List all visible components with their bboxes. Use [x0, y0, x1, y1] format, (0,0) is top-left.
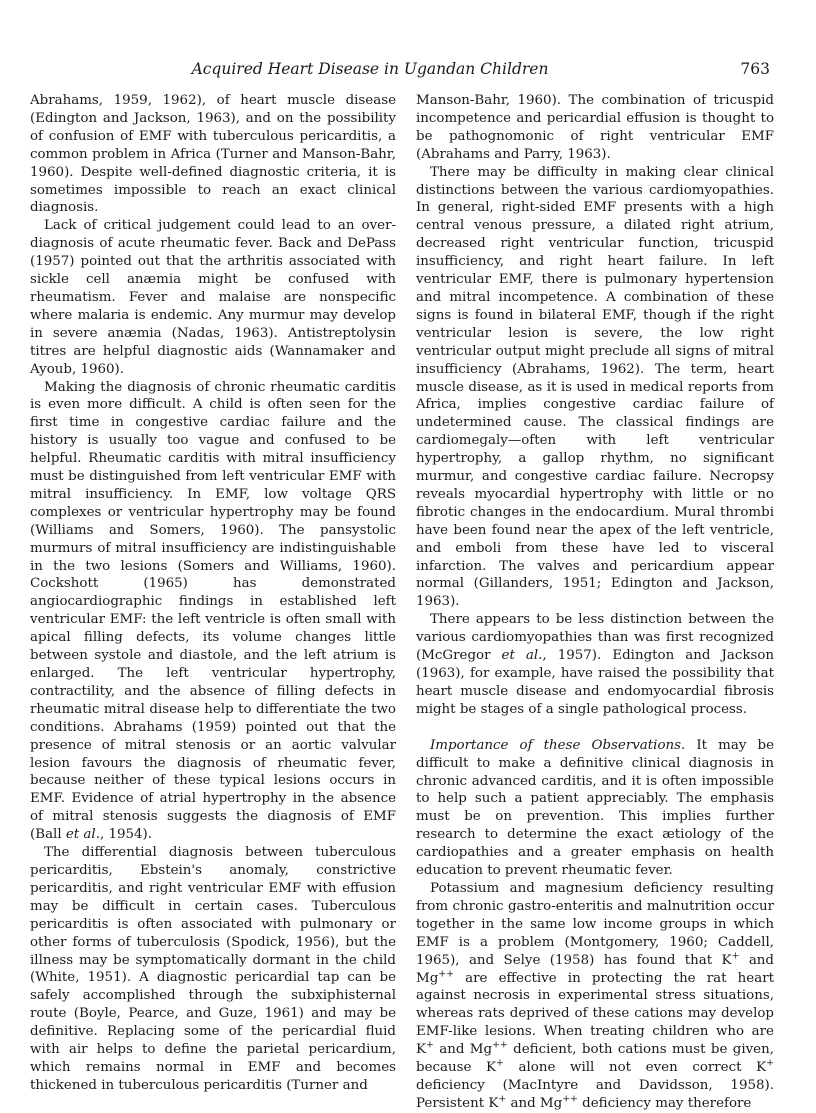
superscript: +	[731, 950, 740, 962]
et-al: et al.	[65, 827, 100, 843]
et-al: et al.	[501, 648, 543, 664]
superscript: +	[426, 1039, 434, 1051]
paragraph: Lack of critical judgement could lead to an over-diagnosis of acute rheumatic fever. Back and DePass (1957) pointed out that the arthritis associated with sickle cell anæmia might be confused with rheumatism. Fever and malaise are nonspecific where malaria is endemic. Any murmur may develop in severe anæmia (Nadas, 1963). Antistreptolysin titres are helpful diagnostic aids (Wannamaker and Ayoub, 1960).	[30, 218, 396, 377]
paragraph: The differential diagnosis between tuberculous pericarditis, Ebstein's anomaly, constrictive pericarditis, and right ventricular EMF with effusion may be difficult in certain cases. Tuberculous pericarditis is often associated with pulmonary or other forms of tuberculosis (Spodick, 1956), but the illness may be symptomatically dormant in the child (White, 1951). A diagnostic pericardial tap can be safely accomplished through the subxiphisternal route (Boyle, Pearce, and Guze, 1961) and may be definitive. Replacing some of the pericardial fluid with air helps to define the parietal pericardium, which remains normal in EMF and becomes thickened in tuberculous pericarditis (Turner and	[30, 845, 396, 1093]
paragraph	[416, 880, 774, 1113]
paragraph-text: Making the diagnosis of chronic rheumatic carditis is even more difficult. A child is often seen for the first time in congestive cardiac failure and the history is usually too vague and confused to be helpful. Rheumatic carditis with mitral insufficiency must be distinguished from left ventricular EMF with mitral insufficiency. In EMF, low voltage QRS complexes or ventricular hypertrophy may be found (Williams and Somers, 1960). The pansystolic murmurs of mitral insufficiency are indistinguishable in the two lesions (Somers and Williams, 1960). Cockshott (1965) has demonstrated angiocardiographic findings in established left ventricular EMF: the left ventricle is often small with apical filling defects, its volume changes little between systole and diastole, and the left atrium is enlarged. The left ventricular hypertrophy, contractility, and the absence of filling defects in rheumatic mitral disease help to differentiate the two conditions. Abrahams (1959) pointed out that the presence of mitral stenosis or an aortic valvular lesion favours the diagnosis of rheumatic fever, because neither of these typical lesions occurs in EMF. Evidence of atrial hypertrophy in the absence of mitral stenosis suggests the diagnosis of EMF (Ball	[30, 379, 396, 843]
paragraph-text: , 1954).	[99, 827, 153, 843]
superscript: +	[498, 1093, 507, 1105]
paragraph	[416, 737, 774, 880]
running-title: Acquired Heart Disease in Ugandan Children	[191, 60, 549, 78]
paragraph-text: and Mg	[433, 1042, 493, 1058]
paragraph: There may be difficulty in making clear clinical distinctions between the various cardiomyopathies. In general, right-sided EMF presents with a high central venous pressure, a dilated right atrium, decreased right ventricular function, tricuspid insufficiency, and right heart failure. In left ventricular EMF, there is pulmonary hypertension and mitral incompetence. A combination of these signs is found in bilateral EMF, though if the right ventricular lesion is severe, the low right ventricular output might preclude all signs of mitral insufficiency (Abrahams, 1962). The term, heart muscle disease, as it is used in medical reports from Africa, implies congestive cardiac failure of undetermined cause. The classical findings are cardiomegaly—often with left ventricular hypertrophy, a gallop rhythm, no significant murmur, and congestive cardiac failure. Necropsy reveals myocardial hypertrophy with little or no fibrotic changes in the endocardium. Mural thrombi have been found near the apex of the left ventricle, and emboli from these have led to visceral infarction. The valves and pericardium appear normal (Gillanders, 1951; Edington and Jackson, 1963).	[416, 164, 774, 610]
paragraph	[30, 379, 396, 845]
paragraph-text: , 1957). Edington and Jackson (1963), for example, have raised the possibility that heart muscle disease and endomyocardial fibrosis might be stages of a single pathological process.	[416, 648, 775, 717]
paragraph-text: deficient, both cations must be given, because K	[416, 1042, 774, 1076]
paragraph-text: and Mg	[506, 1095, 563, 1111]
paragraph-text: are effective in protecting the rat heart against necrosis in experimental stress situations, whereas rats deprived of these cations may develop EMF-like lesions. When treating children who are K	[416, 970, 774, 1058]
paragraph	[416, 611, 774, 718]
paragraph-text: alone will not even correct K	[503, 1060, 767, 1076]
superscript: ++	[562, 1093, 578, 1105]
running-header	[30, 58, 770, 82]
section-lead-heading: Importance of these Observations.	[430, 737, 686, 753]
paragraph: Abrahams, 1959, 1962), of heart muscle disease (Edington and Jackson, 1963), and on the possibility of confusion of EMF with tuberculous pericarditis, a common problem in Africa (Turner and Manson-Bahr, 1960). Despite well-defined diagnostic criteria, it is sometimes impossible to reach an exact clinical diagnosis.	[30, 93, 396, 216]
left-column	[30, 92, 396, 1095]
superscript: ++	[438, 968, 455, 980]
page-number: 763	[740, 60, 770, 78]
paragraph-text: and Mg	[416, 952, 775, 986]
right-column	[416, 92, 774, 1113]
paragraph-text: deficiency (MacIntyre and Davidsson, 1958). Persistent K	[416, 1077, 774, 1111]
paragraph: Manson-Bahr, 1960). The combination of tricuspid incompetence and pericardial effusion is thought to be pathognomonic of right ventricular EMF (Abrahams and Parry, 1963).	[416, 93, 774, 162]
superscript: ++	[492, 1039, 508, 1051]
superscript: +	[766, 1057, 774, 1069]
superscript: +	[496, 1057, 504, 1069]
paragraph-text: There appears to be less distinction between the various cardiomyopathies than was first recognized (McGregor	[416, 612, 774, 664]
paragraph-text: It may be difficult to make a definitive clinical diagnosis in chronic advanced carditis, and it is often impossible to help such a patient appreciably. The emphasis must be on prevention. This implies further research to determine the exact ætiology of the cardiopathies and a greater emphasis on health education to prevent rheumatic fever.	[416, 737, 774, 879]
paragraph-text: deficiency may therefore	[577, 1095, 752, 1111]
paragraph-text: Potassium and magnesium deficiency resulting from chronic gastro-enteritis and malnutrition occur together in the same low income groups in which EMF is a problem (Montgomery, 1960; Caddell, 1965), and Selye (1958) has found that K	[416, 880, 774, 968]
